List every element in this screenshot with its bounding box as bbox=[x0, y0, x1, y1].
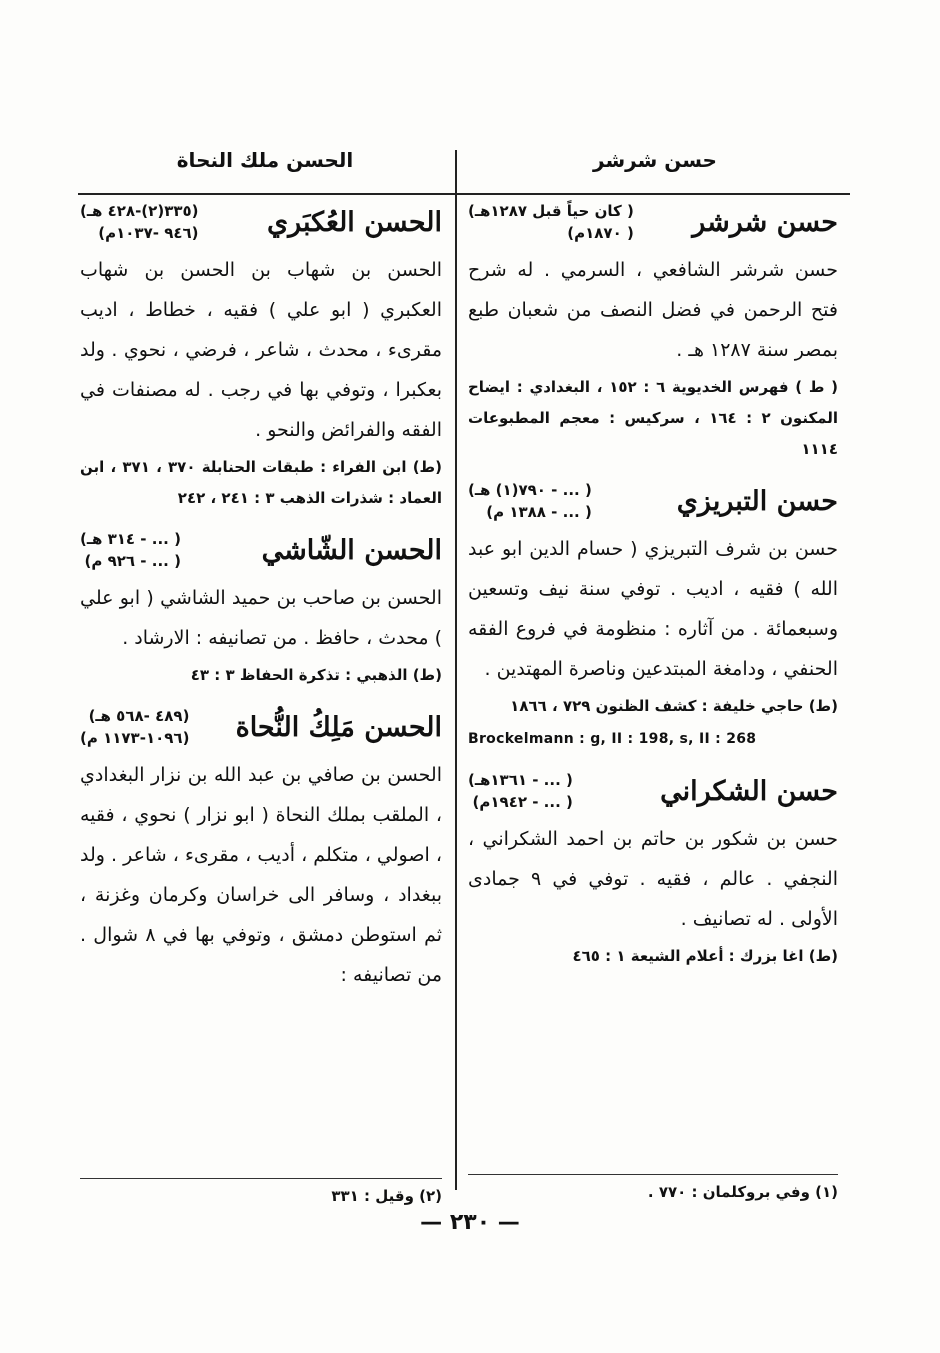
entry-dates bbox=[468, 200, 634, 244]
right-column bbox=[468, 200, 838, 986]
page-number: — ٢٣٠ — bbox=[420, 1210, 520, 1235]
dates-hijri: (٤٨٩ -٥٦٨ هـ) bbox=[88, 707, 190, 725]
entry-dates bbox=[80, 705, 189, 749]
entry-hasan-shakrani bbox=[468, 769, 838, 972]
entry-refs: (ط) ابن الفراء : طبقات الحنابلة ٣٧٠ ، ٣٧١ ، ابن العماد : شذرات الذهب ٣ : ٢٤١ ، ٢٤٢ bbox=[80, 458, 442, 507]
entry-name: حسن الشكراني bbox=[660, 775, 838, 807]
entry-body: الحسن بن صافي بن عبد الله بن نزار البغدادي ، الملقب بملك النحاة ( ابو نزار ) نحوي ، فقيه ، اصولي ، متكلم ، أديب ، مقرىء ، شاعر . ولد ببغداد ، وسافر الى خراسان وكرمان وغزنة ، ثم استوطن دمشق ، وتوفي بها في ٨ شوال . من تصانيفه : bbox=[80, 764, 443, 986]
entry-dates bbox=[468, 769, 573, 813]
entry-hasan-sharshar bbox=[468, 200, 838, 465]
dates-gregorian: ( ... - ٩٢٦ م) bbox=[84, 552, 181, 570]
entry-refs: (ط) الذهبي : تذكرة الحفاظ ٣ : ٤٣ bbox=[190, 666, 442, 684]
entry-body: حسن شرشر الشافعي ، السرمي . له شرح فتح الرحمن في فضل النصف من شعبان طبع بمصر سنة ١٢٨٧ هـ . bbox=[468, 259, 838, 361]
running-header-right: حسن شرشر bbox=[593, 148, 717, 172]
header-rule bbox=[78, 193, 850, 195]
entry-hasan-tabrizi bbox=[468, 479, 838, 755]
entry-body: الحسن بن صاحب بن حميد الشاشي ( ابو علي ) محدث ، حافظ . من تصانيفه : الارشاد . bbox=[80, 587, 442, 649]
entry-refs: (ط) حاجي خليفة : كشف الظنون ٧٢٩ ، ١٨٦٦ bbox=[510, 697, 838, 715]
entry-refs: ( ط ) فهرس الخديوية ٦ : ١٥٢ ، البغدادي : ايضاح المكنون ٢ : ١٦٤ ، سركيس : معجم المطبوعات ١١١٤ bbox=[468, 378, 838, 458]
dates-hijri: ( ... - ٣١٤ هـ) bbox=[80, 530, 181, 548]
entry-dates bbox=[80, 528, 181, 572]
dates-gregorian: ( ١٨٧٠م) bbox=[567, 224, 634, 242]
entry-name: حسن شرشر bbox=[692, 206, 838, 238]
entry-hasan-malik-al-nuhat bbox=[80, 705, 442, 995]
running-header-left: الحسن ملك النحاة bbox=[176, 148, 354, 172]
entry-refs-latin: Brockelmann : g, II : 198, s, II : 268 bbox=[468, 731, 757, 747]
entry-name: الحسن مَلِكُ النُّحاة bbox=[235, 711, 442, 743]
entry-name: حسن التبريزي bbox=[676, 485, 838, 517]
dates-gregorian: (١٠٩٦-١١٧٣ م) bbox=[80, 729, 190, 747]
footnote-left bbox=[80, 1172, 442, 1205]
footnote-rule bbox=[468, 1174, 838, 1175]
entry-hasan-shashi bbox=[80, 528, 442, 691]
dates-hijri: ( ... - ٧٩٠(١) هـ) bbox=[468, 481, 592, 499]
left-column bbox=[80, 200, 442, 1009]
column-divider bbox=[455, 150, 457, 1190]
footnote-text: (٢) وقيل : ٣٣١ bbox=[331, 1187, 442, 1205]
entry-dates bbox=[468, 479, 592, 523]
footnote-right bbox=[468, 1168, 838, 1201]
entry-name: الحسن العُكبَري bbox=[266, 206, 442, 238]
entry-body: الحسن بن شهاب بن الحسن بن شهاب العكبري ( ابو علي ) فقيه ، خطاط ، اديب مقرىء ، محدث ، شاعر ، فرضي ، نحوي . ولد بعكبرا ، وتوفي بها في رجب . له مصنفات في الفقه والفرائض والنحو . bbox=[80, 259, 442, 441]
dates-gregorian: ( ... - ١٣٨٨ م) bbox=[486, 503, 592, 521]
entry-name: الحسن الشّاشي bbox=[261, 534, 442, 566]
footnote-text: (١) وفي بروكلمان : ٧٧٠ . bbox=[647, 1183, 838, 1201]
entry-refs: (ط) اغا بزرك : أعلام الشيعة ١ : ٤٦٥ bbox=[572, 947, 838, 965]
entry-dates bbox=[80, 200, 199, 244]
dates-hijri: (٣٣٥(٢)-٤٢٨ هـ) bbox=[80, 202, 199, 220]
footnote-rule bbox=[80, 1178, 442, 1179]
dates-gregorian: (٩٤٦ -١٠٣٧م) bbox=[98, 224, 199, 242]
entry-hasan-ukbari bbox=[80, 200, 442, 514]
dates-hijri: ( ... - ١٣٦١هـ) bbox=[468, 771, 573, 789]
entry-body: حسن بن شكور بن حاتم بن احمد الشكراني ، النجفي . عالم ، فقيه . توفي في ٩ جمادى الأولى . له تصانيف . bbox=[468, 828, 838, 930]
dates-gregorian: ( ... - ١٩٤٢م) bbox=[472, 793, 573, 811]
dates-hijri: ( كان حياً قبل ١٢٨٧هـ) bbox=[468, 202, 634, 220]
entry-body: حسن بن شرف التبريزي ( حسام الدين ابو عبد الله ) فقيه ، اديب . توفي سنة نيف وتسعين وسبعمائة . من آثاره : منظومة في فروع الفقه الحنفي ، ودامغة المبتدعين وناصرة المهتدين . bbox=[468, 538, 838, 680]
